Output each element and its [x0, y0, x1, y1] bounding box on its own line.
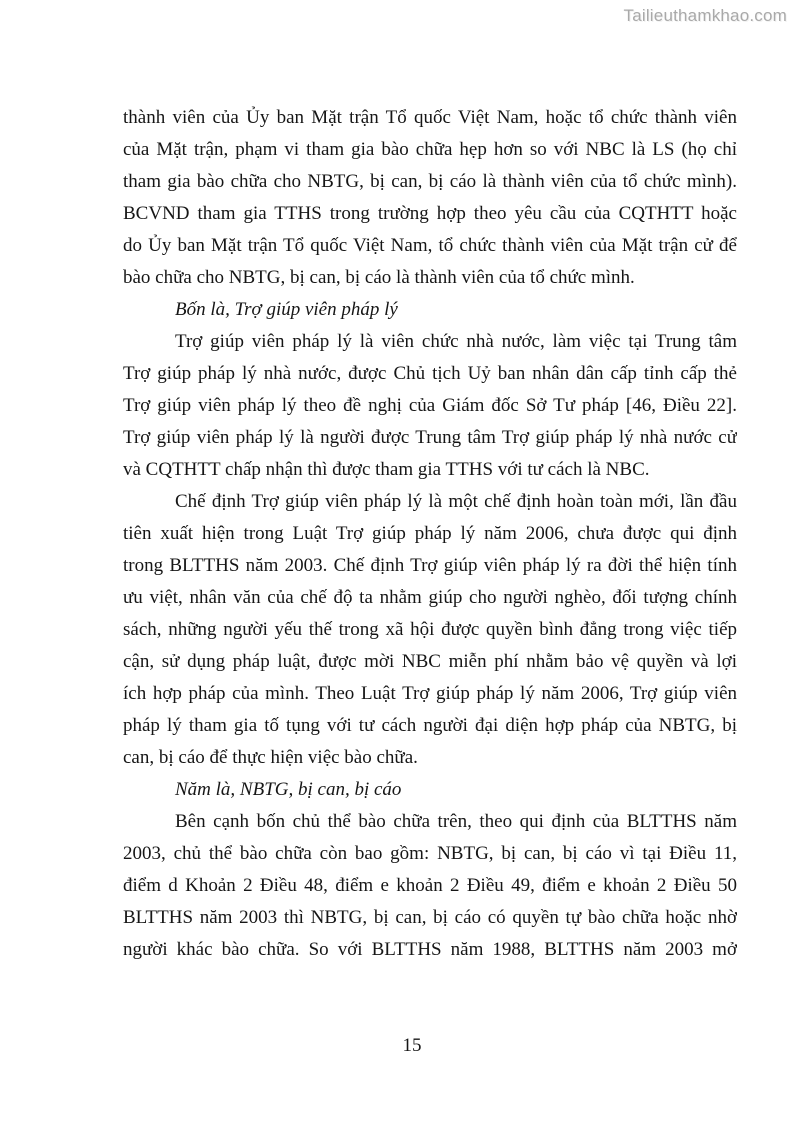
text-line: can, bị cáo để thực hiện việc bào chữa. — [123, 747, 418, 768]
text-line: thành viên của Ủy ban Mặt trận Tổ quốc Việt Nam, hoặc tổ chức thành viên — [123, 107, 737, 128]
text-line: Chế định Trợ giúp viên pháp lý là một chế định hoàn toàn mới, lần đầu — [175, 491, 737, 512]
text-line: BCVND tham gia TTHS trong trường hợp theo yêu cầu của CQTHTT hoặc — [123, 203, 737, 224]
section-heading: Bốn là, Trợ giúp viên pháp lý — [175, 299, 398, 320]
section-heading: Năm là, NBTG, bị can, bị cáo — [175, 779, 402, 800]
text-line: Trợ giúp viên pháp lý theo đề nghị của Giám đốc Sở Tư pháp [46, Điều 22]. — [123, 395, 737, 416]
text-line: ích hợp pháp của mình. Theo Luật Trợ giúp pháp lý năm 2006, Trợ giúp viên — [123, 683, 737, 704]
text-line: ưu việt, nhân văn của chế độ ta nhằm giúp cho người nghèo, đối tượng chính — [123, 587, 737, 608]
text-line: bào chữa cho NBTG, bị can, bị cáo là thành viên của tổ chức mình. — [123, 267, 635, 288]
text-line: pháp lý tham gia tố tụng với tư cách người đại diện hợp pháp của NBTG, bị — [123, 715, 737, 736]
text-line: người khác bào chữa. So với BLTTHS năm 1988, BLTTHS năm 2003 mở — [123, 939, 737, 960]
text-line: sách, những người yếu thế trong xã hội được quyền bình đẳng trong việc tiếp — [123, 619, 737, 640]
text-line: do Ủy ban Mặt trận Tổ quốc Việt Nam, tổ chức thành viên của Mặt trận cử để — [123, 235, 737, 256]
text-line: Bên cạnh bốn chủ thể bào chữa trên, theo qui định của BLTTHS năm — [175, 811, 737, 832]
text-line: tham gia bào chữa cho NBTG, bị can, bị cáo là thành viên của tổ chức mình). — [123, 171, 737, 192]
text-line: 2003, chủ thể bào chữa còn bao gồm: NBTG, bị can, bị cáo vì tại Điều 11, — [123, 843, 737, 864]
watermark: Tailieuthamkhao.com — [623, 6, 787, 25]
document-body — [123, 102, 737, 966]
text-line: tiên xuất hiện trong Luật Trợ giúp pháp lý năm 2006, chưa được qui định — [123, 523, 737, 544]
text-line: BLTTHS năm 2003 thì NBTG, bị can, bị cáo có quyền tự bào chữa hoặc nhờ — [123, 907, 737, 928]
text-line: điểm d Khoản 2 Điều 48, điểm e khoản 2 Điều 49, điểm e khoản 2 Điều 50 — [123, 875, 737, 896]
text-line: Trợ giúp viên pháp lý là người được Trung tâm Trợ giúp pháp lý nhà nước cử — [123, 427, 737, 448]
text-line: của Mặt trận, phạm vi tham gia bào chữa hẹp hơn so với NBC là LS (họ chỉ — [123, 139, 737, 160]
text-line: Trợ giúp viên pháp lý là viên chức nhà nước, làm việc tại Trung tâm — [175, 331, 737, 352]
text-line: cận, sử dụng pháp luật, được mời NBC miễn phí nhằm bảo vệ quyền và lợi — [123, 651, 737, 672]
text-line: Trợ giúp pháp lý nhà nước, được Chủ tịch Uỷ ban nhân dân cấp tỉnh cấp thẻ — [123, 363, 737, 384]
text-line: trong BLTTHS năm 2003. Chế định Trợ giúp viên pháp lý ra đời thể hiện tính — [123, 555, 737, 576]
page-number: 15 — [402, 1035, 422, 1056]
text-line: và CQTHTT chấp nhận thì được tham gia TTHS với tư cách là NBC. — [123, 459, 650, 480]
